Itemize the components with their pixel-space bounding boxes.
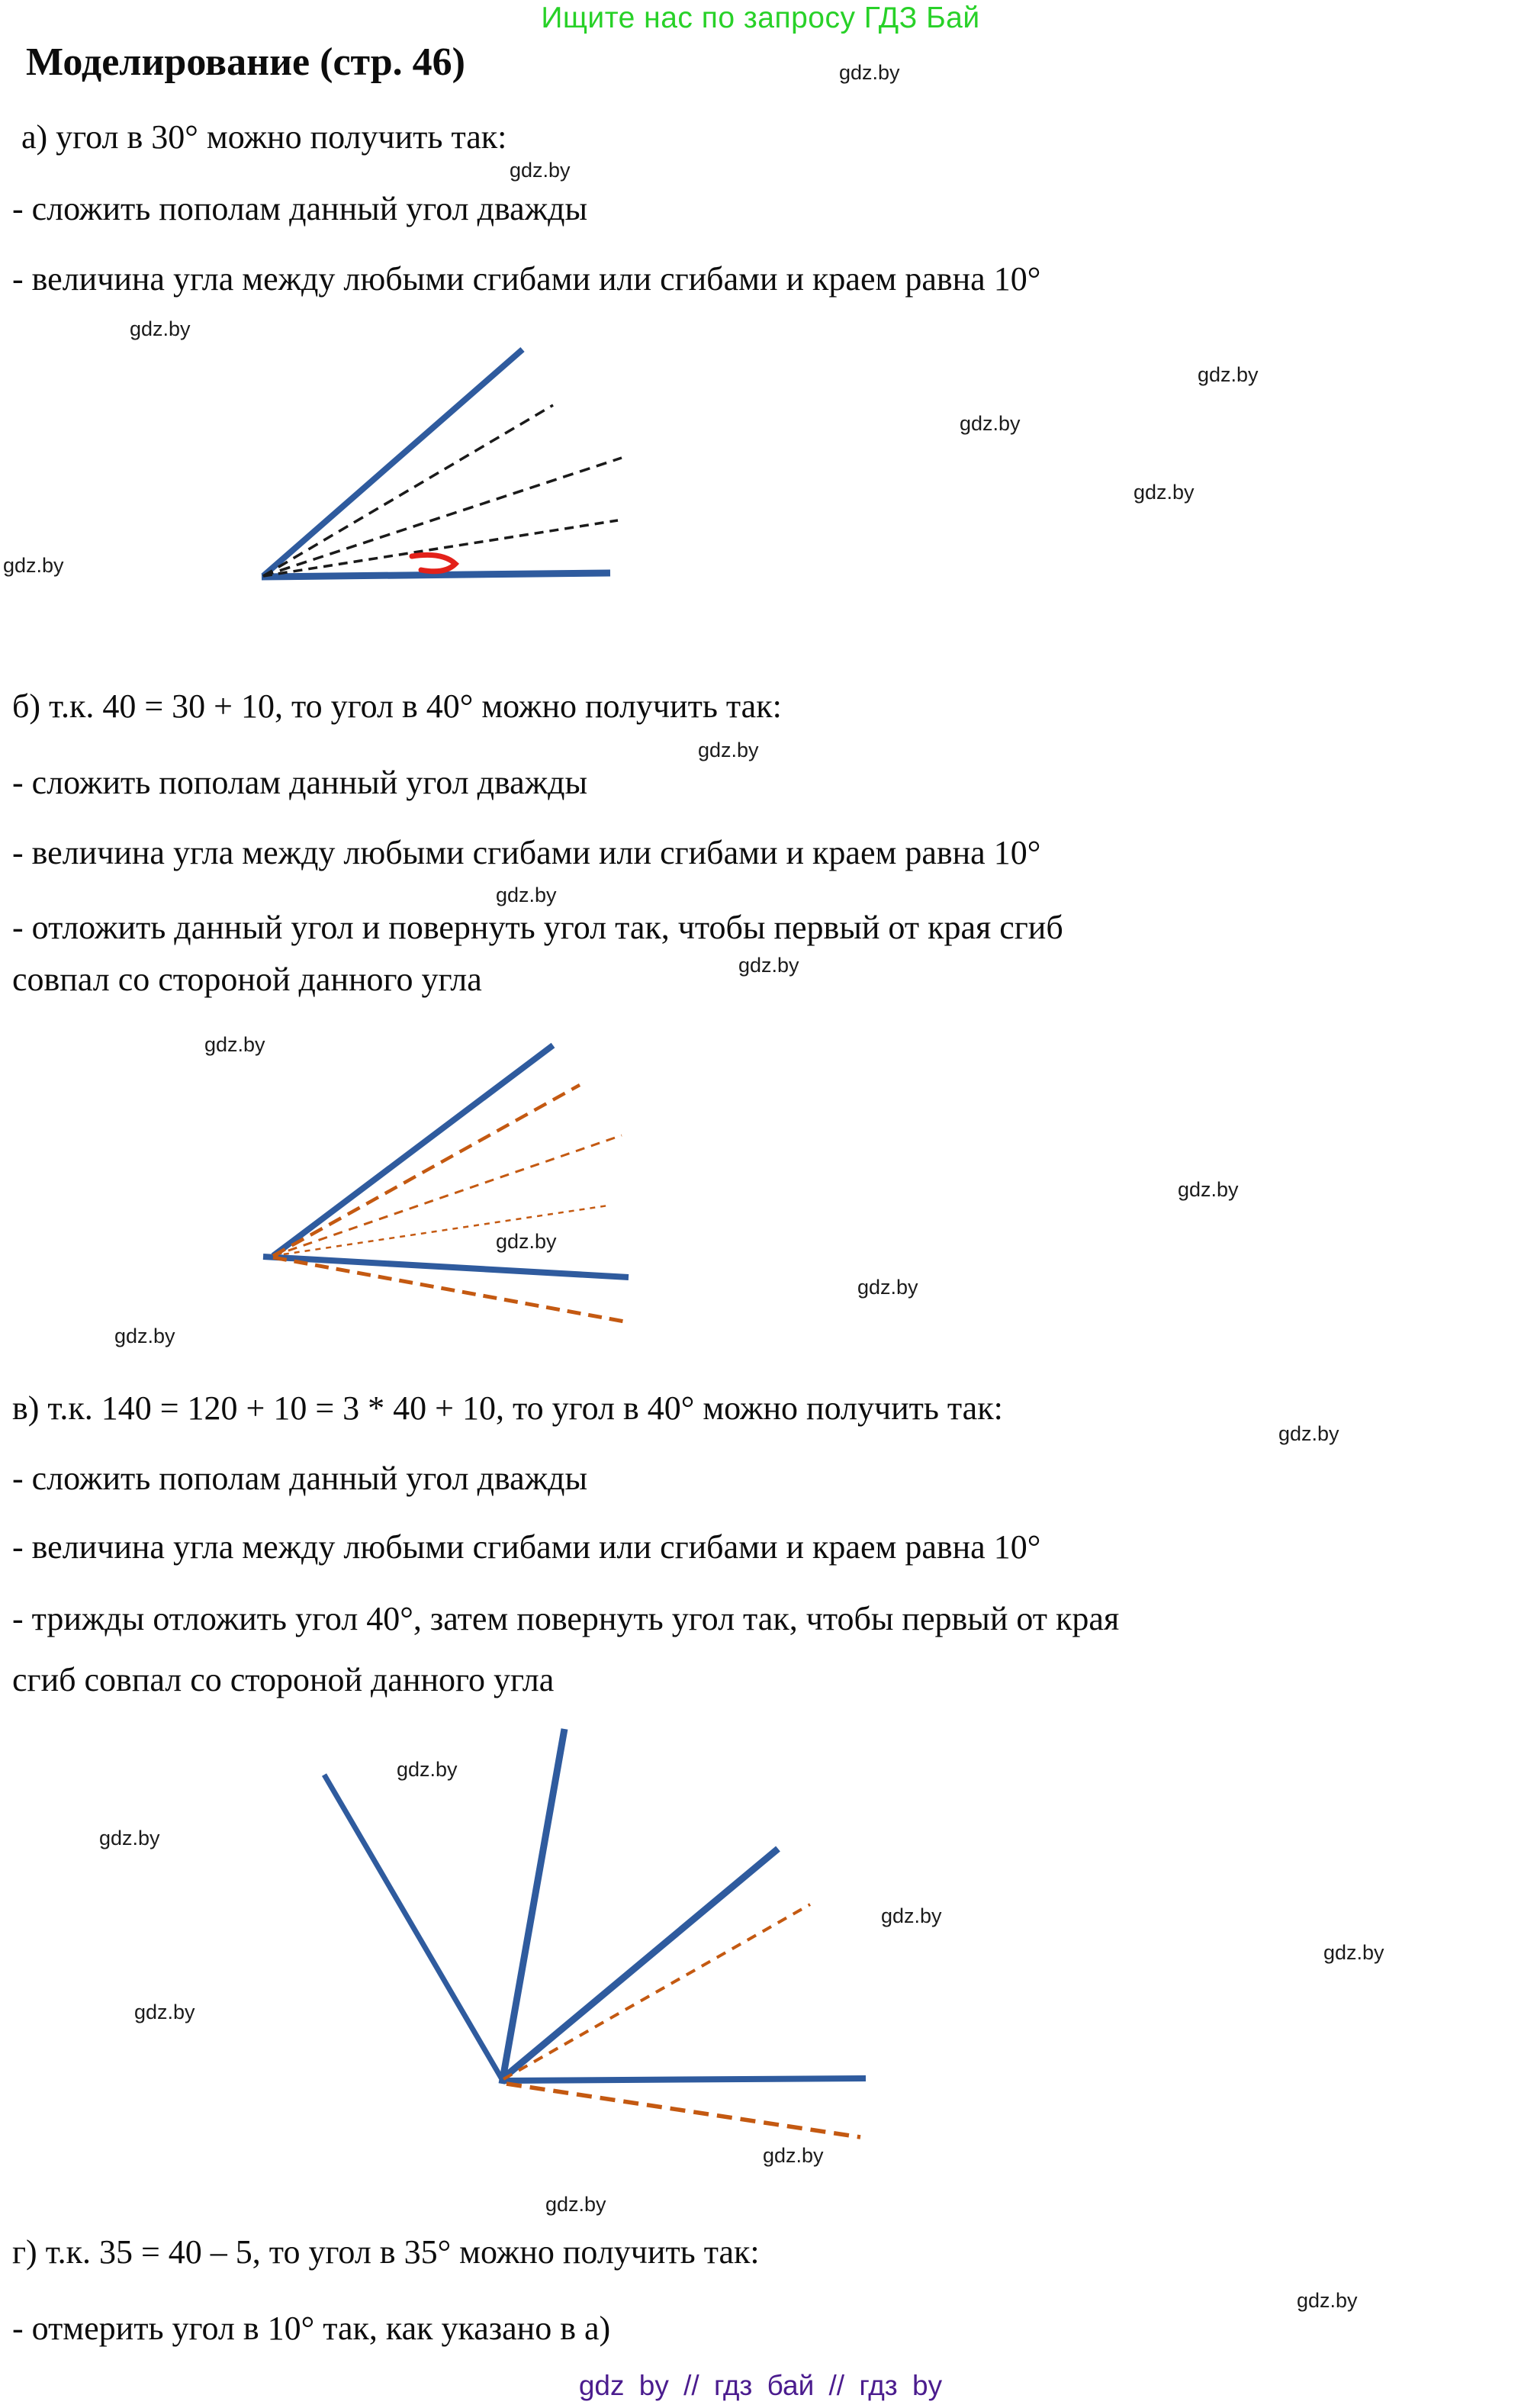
angle-diagram-a bbox=[252, 336, 648, 591]
page-title: Моделирование (стр. 46) bbox=[26, 40, 465, 84]
gdz-watermark: gdz.by bbox=[397, 1758, 458, 1781]
bullet-continuation: сгиб совпал со стороной данного угла bbox=[12, 1661, 555, 1698]
angle-diagram-b bbox=[259, 1030, 648, 1328]
ray-up-left bbox=[324, 1775, 502, 2079]
gdz-watermark: gdz.by bbox=[134, 2001, 195, 2023]
gdz-watermark: gdz.by bbox=[1134, 481, 1195, 504]
bullet: - отложить данный угол и повернуть угол так, чтобы первый от края сгиб bbox=[12, 909, 1063, 946]
gdz-watermark: gdz.by bbox=[1178, 1178, 1239, 1201]
gdz-watermark: gdz.by bbox=[881, 1904, 942, 1927]
ray-horizontal bbox=[503, 2078, 866, 2081]
gdz-watermark: gdz.by bbox=[496, 884, 557, 906]
footer-links: gdz by // гдз бай // гдз by bbox=[578, 2370, 943, 2401]
gdz-watermark: gdz.by bbox=[510, 159, 571, 182]
gdz-watermark: gdz.by bbox=[3, 554, 64, 577]
fold-line-lower bbox=[506, 2084, 860, 2137]
angle-side-upper bbox=[273, 1045, 553, 1256]
gdz-watermark: gdz.by bbox=[1278, 1422, 1339, 1445]
gdz-watermark: gdz.by bbox=[545, 2193, 606, 2216]
gdz-watermark: gdz.by bbox=[698, 739, 759, 761]
bullet: - сложить пополам данный угол дважды bbox=[12, 190, 588, 227]
gdz-watermark: gdz.by bbox=[960, 412, 1021, 435]
section-v-heading: в) т.к. 140 = 120 + 10 = 3 * 40 + 10, то угол в 40° можно получить так: bbox=[12, 1389, 1003, 1427]
section-a-heading: а) угол в 30° можно получить так: bbox=[21, 118, 507, 156]
bullet: - сложить пополам данный угол дважды bbox=[12, 764, 588, 801]
gdz-watermark: gdz.by bbox=[1297, 2289, 1358, 2312]
angle-side-upper bbox=[263, 349, 523, 576]
red-check-mark bbox=[412, 555, 455, 571]
fold-line-2 bbox=[273, 1135, 622, 1256]
fold-line-3 bbox=[273, 1206, 608, 1256]
fold-line-1 bbox=[273, 1085, 580, 1256]
fold-line-upper bbox=[503, 1904, 810, 2079]
bullet-continuation: совпал со стороной данного угла bbox=[12, 961, 482, 998]
bullet: - величина угла между любыми сгибами или сгибами и краем равна 10° bbox=[12, 1528, 1041, 1566]
gdz-watermark: gdz.by bbox=[1198, 363, 1259, 386]
section-b-heading: б) т.к. 40 = 30 + 10, то угол в 40° можно получить так: bbox=[12, 687, 782, 725]
gdz-watermark: gdz.by bbox=[738, 954, 799, 977]
bullet: - величина угла между любыми сгибами или сгибами и краем равна 10° bbox=[12, 834, 1041, 871]
bullet: - сложить пополам данный угол дважды bbox=[12, 1460, 588, 1497]
fold-line-1 bbox=[263, 405, 553, 576]
gdz-watermark: gdz.by bbox=[99, 1827, 160, 1849]
gdz-watermark: gdz.by bbox=[204, 1033, 265, 1056]
bullet: - трижды отложить угол 40°, затем повернуть угол так, чтобы первый от края bbox=[12, 1600, 1120, 1637]
angle-diagram-v bbox=[305, 1721, 885, 2148]
ray-up-right bbox=[502, 1849, 778, 2079]
bullet: - отмерить угол в 10° так, как указано в а) bbox=[12, 2310, 611, 2347]
gdz-watermark: gdz.by bbox=[839, 61, 900, 84]
gdz-watermark: gdz.by bbox=[1323, 1941, 1384, 1964]
section-g-heading: г) т.к. 35 = 40 – 5, то угол в 35° можно получить так: bbox=[12, 2233, 760, 2271]
gdz-watermark: gdz.by bbox=[130, 317, 191, 340]
gdz-watermark: gdz.by bbox=[496, 1230, 557, 1253]
promo-banner: Ищите нас по запросу ГДЗ Бай bbox=[541, 2, 980, 34]
gdz-watermark: gdz.by bbox=[763, 2144, 824, 2167]
gdz-watermark: gdz.by bbox=[857, 1276, 918, 1299]
gdz-watermark: gdz.by bbox=[114, 1325, 175, 1347]
bullet: - величина угла между любыми сгибами или сгибами и краем равна 10° bbox=[12, 260, 1041, 298]
